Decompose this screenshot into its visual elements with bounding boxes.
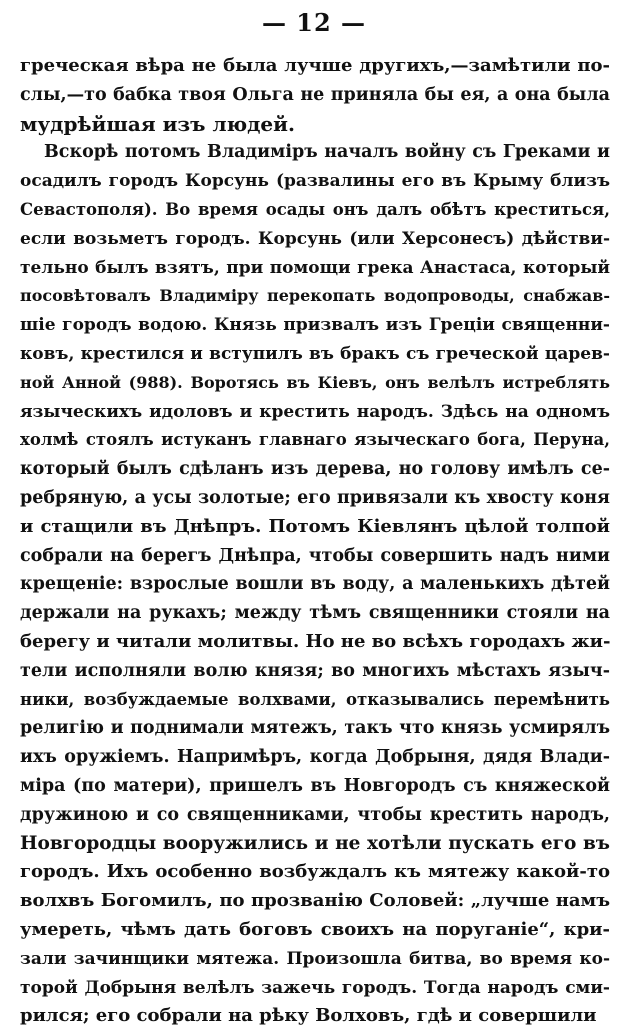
text-line: тели исполняли волю князя; во многихъ мѣстахъ языч- — [20, 660, 610, 681]
text-line: холмѣ стоялъ истуканъ главнаго языческаго бога, Перуна, — [20, 430, 610, 450]
text-line: ребряную, а усы золотые; его привязали къ хвосту коня — [20, 487, 610, 508]
text-line: и стащили въ Днѣпръ. Потомъ Кіевлянъ цѣлой толпой — [20, 515, 610, 537]
text-line: религію и поднимали мятежъ, такъ что князь усмирялъ — [20, 718, 610, 739]
text-line: рился; его собрали на рѣку Волховъ, гдѣ и совершили — [20, 1005, 597, 1027]
text-line: зали зачинщики мятежа. Произошла битва, во время ко- — [20, 948, 610, 969]
paragraph — [20, 52, 610, 138]
text-line: крещеніе: взрослые вошли въ воду, а маленькихъ дѣтей — [20, 574, 610, 595]
text-line: тельно былъ взятъ, при помощи грека Анастаса, который — [20, 257, 610, 278]
text-line: если возьметъ городъ. Корсунь (или Херсонесъ) дѣйстви- — [20, 228, 610, 249]
text-line: городъ. Ихъ особенно возбуждалъ къ мятежу какой-то — [20, 861, 610, 883]
text-line: шіе городъ водою. Князь призвалъ изъ Греціи священни- — [20, 315, 610, 336]
text-line: дружиною и со священниками, чтобы крестить народъ, — [20, 804, 610, 825]
text-line: который былъ сдѣланъ изъ дерева, но голову имѣлъ се- — [20, 459, 610, 480]
text-line: міра (по матери), пришелъ въ Новгородъ съ княжеской — [20, 775, 610, 796]
text-line: умереть, чѣмъ дать боговъ своихъ на поруганіе“, кри- — [20, 918, 610, 940]
text-line: посовѣтовалъ Владиміру перекопать водопроводы, снабжав- — [20, 286, 610, 306]
text-line: держали на рукахъ; между тѣмъ священники стояли на — [20, 603, 610, 624]
text-line: Севастополя). Во время осады онъ далъ обѣтъ креститься, — [20, 199, 610, 219]
text-line: мудрѣйшая изъ людей. — [20, 111, 295, 136]
paragraph — [20, 138, 610, 1031]
text-line: торой Добрыня велѣлъ зажечь городъ. Тогда народъ сми- — [20, 977, 610, 998]
text-line: греческая вѣра не была лучше другихъ,—замѣтили по- — [20, 55, 610, 76]
body-text — [20, 52, 610, 1031]
text-line: ихъ оружіемъ. Напримѣръ, когда Добрыня, дядя Влади- — [20, 747, 610, 768]
text-line: слы,—то бабка твоя Ольга не приняла бы ея, а она была — [20, 84, 610, 105]
text-line: берегу и читали молитвы. Но не во всѣхъ городахъ жи- — [20, 630, 610, 652]
text-line: собрали на берегъ Днѣпра, чтобы совершить надъ ними — [20, 545, 610, 566]
text-line: волхвъ Богомилъ, по прозванію Соловей: „лучше намъ — [20, 890, 610, 912]
text-line: Новгородцы вооружились и не хотѣли пускать его въ — [20, 832, 610, 854]
text-line: ной Анной (988). Воротясь въ Кіевъ, онъ велѣлъ истреблять — [20, 372, 610, 392]
page-number: — 12 — — [261, 8, 367, 37]
text-line: ковъ, крестился и вступилъ въ бракъ съ греческой царев- — [20, 343, 610, 364]
text-line: ники, возбуждаемые волхвами, отказывались перемѣнить — [20, 689, 610, 709]
text-line: языческихъ идоловъ и крестить народъ. Здѣсь на одномъ — [20, 401, 610, 422]
text-line: Вскорѣ потомъ Владиміръ началъ войну съ Греками и — [44, 142, 610, 163]
text-line: осадилъ городъ Корсунь (развалины его въ Крыму близъ — [20, 171, 610, 192]
